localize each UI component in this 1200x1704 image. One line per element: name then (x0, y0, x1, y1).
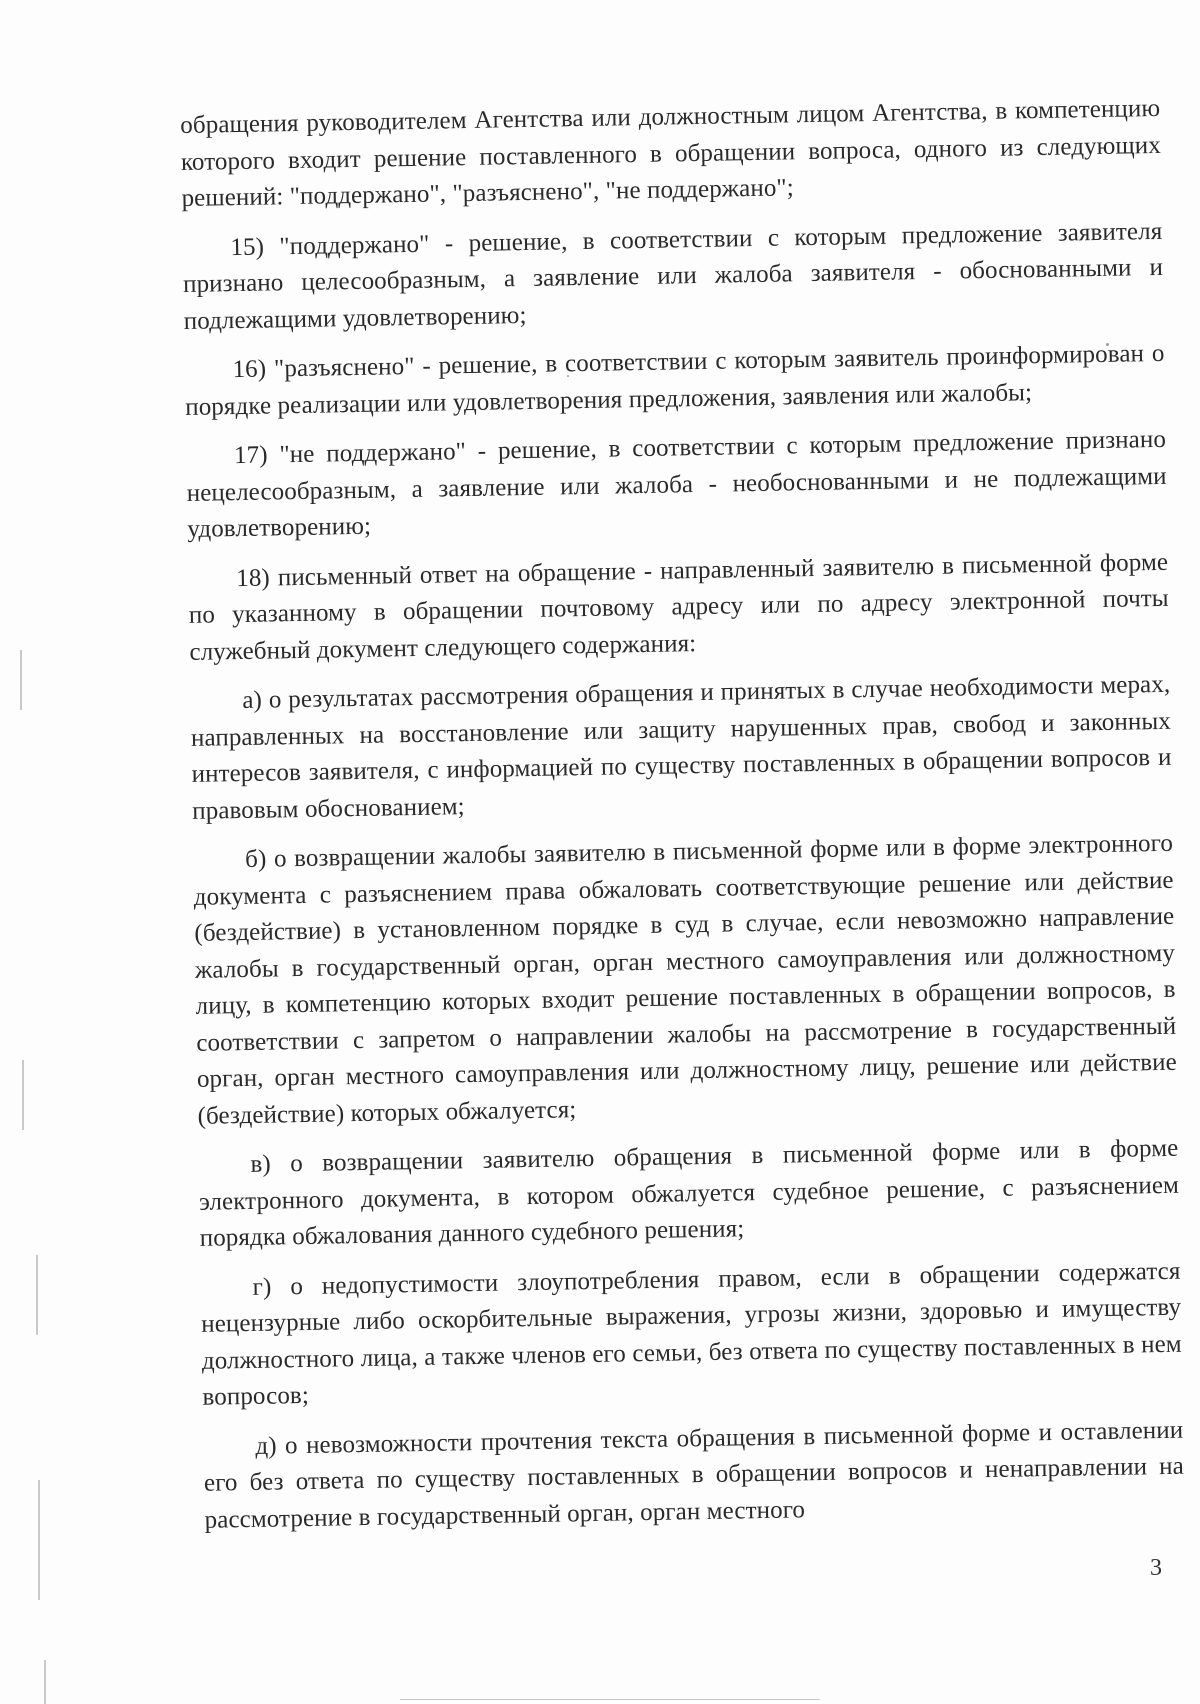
subparagraph-g: г) о недопустимости злоупотребления правом, если в обращении содержатся нецензурные либо оскорбительные выражения, угрозы жизни, здоровью и имуществу должностного лица, а также членов его семьи, без ответа по существу поставленных в нем вопросов; (200, 1257, 1182, 1411)
scan-edge-mark (44, 1660, 46, 1704)
subparagraph-b: б) о возвращении жалобы заявителю в письменной форме или в форме электронного документа с разъяснением права обжаловать соответствующие решение или действие (бездействие) в установленном порядке в суд в случае, если невозможно направление жалобы в государственный орган, орган местного самоуправления или должностному лицу, в компетенцию которых входит решение поставленных в обращении вопросов, в соответствии с запретом о направлении жалобы на рассмотрение в государственный орган, орган местного самоуправления или должностному лицу, решение или действие (бездействие) которых обжалуется; (193, 829, 1178, 1130)
paragraph-item-17: 17) "не поддержано" - решение, в соответствии с которым предложение признано нецелесообразным, а заявление или жалоба - необоснованными и не подлежащими удовлетворению; (186, 425, 1167, 543)
subparagraph-a: а) о результатах рассмотрения обращения и принятых в случае необходимости мерах, направленных на восстановление или защиту нарушенных прав, свобод и законных интересов заявителя, с информацией по существу поставленных в обращении вопросов и правовым обоснованием; (190, 670, 1172, 825)
paragraph-item-16: 16) "разъяснено" - решение, в соответствии с которым заявитель проинформирован о порядке реализации или удовлетворения предложения, заявления или жалобы; (184, 339, 1165, 421)
page-number: 3 (1150, 1555, 1162, 1581)
scan-edge-mark (38, 1480, 40, 1600)
subparagraph-d: д) о невозможности прочтения текста обращения в письменной форме и оставлении его без ответа по существу поставленных в обращении вопросов и ненаправлении на рассмотрение в государственный орган, орган местного (203, 1416, 1185, 1534)
paragraph-item-15: 15) "поддержано" - решение, в соответствии с которым предложение заявителя признано целесообразным, а заявление или жалоба заявителя - обоснованными и подлежащими удовлетворению; (182, 217, 1164, 335)
paragraph-item-18: 18) письменный ответ на обращение - направленный заявителю в письменной форме по указанному в обращении почтовому адресу или по адресу электронной почты служебный документ следующего содержания: (188, 548, 1169, 666)
subparagraph-v: в) о возвращении заявителю обращения в письменной форме или в форме электронного документа, в котором обжалуется судебное решение, с разъяснением порядка обжалования данного судебного решения; (198, 1134, 1180, 1252)
scan-bottom-line (400, 1699, 820, 1700)
scan-edge-mark (22, 1060, 24, 1130)
scan-edge-mark (20, 650, 22, 710)
scan-edge-mark (36, 1255, 38, 1335)
paragraph-continuation: обращения руководителем Агентства или должностным лицом Агентства, в компетенцию которого входит решение поставленного в обращении вопроса, одного из следующих решений: "поддержано", "разъяснено", "не поддержано"; (180, 94, 1162, 212)
document-body (180, 91, 1185, 1552)
